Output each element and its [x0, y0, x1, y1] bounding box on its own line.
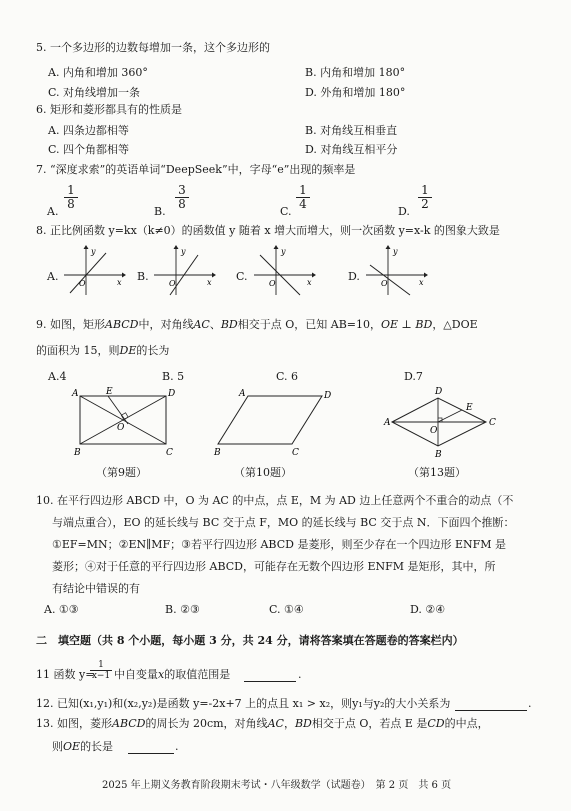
point-label-e: E — [106, 387, 113, 397]
q13-line2 — [52, 740, 113, 754]
axis-x-label: x — [307, 278, 312, 287]
axis-x-label: x — [419, 278, 424, 287]
q11-text — [114, 668, 230, 682]
point-label-c: C — [489, 418, 496, 428]
figure-13-rhombus — [378, 384, 504, 460]
q9-ac: AC — [193, 318, 210, 331]
q9-text: 的长为 — [136, 344, 170, 357]
q13-sep: ， — [283, 717, 295, 730]
fraction-denominator: 2 — [421, 197, 429, 211]
point-label-a: A — [239, 389, 246, 399]
q5-option-d: D. 外角和增加 180° — [305, 86, 406, 99]
q9-line1 — [36, 318, 478, 332]
axis-x-label: x — [117, 278, 122, 287]
q8-option-d-label: D. — [348, 270, 360, 283]
q10-option-c: C. ①④ — [269, 603, 304, 616]
q9-line2 — [36, 344, 169, 358]
q11-mid: 中自变量 — [114, 668, 158, 681]
q13-text: 的中点， — [444, 717, 489, 730]
q12-text: 12. 已知(x₁,y₁)和(x₂,y₂)是函数 y=-2x+7 上的点且 x₁ > x₂，则y₁与y₂的大小关系为 — [36, 697, 451, 710]
q9-text: ，△DOE — [432, 318, 478, 331]
fraction-denominator: 8 — [178, 197, 186, 211]
q5-stem: 5. 一个多边形的边数每增加一条，这个多边形的 — [36, 41, 270, 54]
fraction-numerator: 1 — [296, 184, 310, 198]
q7-option-b-fraction — [175, 184, 189, 211]
point-label-d: D — [435, 387, 443, 397]
q13-cd: CD — [427, 717, 445, 730]
q12-answer-blank — [455, 710, 527, 711]
figure-9-rectangle — [70, 386, 180, 458]
point-label-a: A — [384, 418, 391, 428]
q13-line1 — [36, 717, 489, 731]
q8-graph-c — [252, 245, 316, 297]
axis-y-label: y — [91, 247, 96, 256]
axis-y-label: y — [393, 247, 398, 256]
q13-text: 13. 如图，菱形 — [36, 717, 112, 730]
q10-line1: 10. 在平行四边形 ABCD 中，O 为 AC 的中点，点 E，M 为 AD 边上任意两个不重合的动点（不 — [36, 494, 514, 507]
point-label-o: O — [117, 423, 125, 433]
q11-post: 的取值范围是 — [164, 668, 231, 681]
origin-label: O — [381, 279, 388, 288]
fraction-denominator: 8 — [67, 197, 75, 211]
q10-line4: 菱形；④对于任意的平行四边形 ABCD，可能存在无数个四边形 ENFM 是矩形，其中，所 — [52, 560, 496, 573]
q11-answer-blank — [244, 681, 296, 682]
fraction-denominator: x−1 — [91, 671, 111, 681]
q9-option-d: D.7 — [404, 370, 423, 383]
q10-option-b: B. ②③ — [165, 603, 200, 616]
q9-text: 中，对角线 — [138, 318, 194, 331]
page-footer: 2025 年上期义务教育阶段期末考试・八年级数学（试题卷） 第 2 页 共 6 页 — [102, 780, 452, 791]
q7-option-a-label: A. — [47, 205, 59, 218]
point-label-b: B — [214, 448, 221, 458]
axis-y-label: y — [181, 247, 186, 256]
q11-variable: x — [158, 668, 165, 681]
q13-bd: BD — [294, 717, 312, 730]
q9-sep: 、 — [209, 318, 221, 331]
q9-option-a: A.4 — [48, 370, 67, 383]
point-label-b: B — [74, 448, 81, 458]
q13-abcd: ABCD — [112, 717, 146, 730]
q8-stem: 8. 正比例函数 y=kx（k≠0）的函数值 y 随着 x 增大而增大，则一次函数 y=x-k 的图象大致是 — [36, 224, 500, 237]
q8-graph-b — [152, 245, 216, 297]
q8-option-c-label: C. — [236, 270, 248, 283]
q13-answer-blank — [128, 753, 174, 754]
q10-line3: ①EF=MN；②EN∥MF；③若平行四边形 ABCD 是菱形，则至少存在一个四边形 ENFM 是 — [52, 538, 506, 551]
figure-9-caption: （第9题） — [96, 466, 147, 479]
q13-oe: OE — [63, 740, 81, 753]
point-label-d: D — [168, 389, 176, 399]
axis-x-label: x — [207, 278, 212, 287]
q7-option-c-fraction — [296, 184, 310, 211]
q8-graph-d — [364, 245, 428, 297]
q13-text: 相交于点 O，若点 E 是 — [311, 717, 428, 730]
q6-stem: 6. 矩形和菱形都具有的性质是 — [36, 103, 182, 116]
q12-period: . — [528, 697, 532, 710]
q7-option-d-fraction — [418, 184, 432, 211]
q8-option-a-label: A. — [47, 270, 59, 283]
q9-oe-perp-bd: OE ⊥ BD — [381, 318, 433, 331]
point-label-c: C — [292, 448, 299, 458]
fraction-numerator: 1 — [418, 184, 432, 198]
q5-option-c: C. 对角线增加一条 — [48, 86, 141, 99]
q5-option-a: A. 内角和增加 360° — [48, 66, 148, 79]
fraction-numerator: 1 — [90, 660, 112, 671]
q9-bd: BD — [220, 318, 238, 331]
fraction-numerator: 1 — [64, 184, 78, 198]
q11-prefix: 11 函数 y= — [36, 668, 95, 681]
fraction-denominator: 4 — [299, 197, 307, 211]
figure-10-caption: （第10题） — [234, 466, 292, 479]
q9-text: 9. 如图，矩形 — [36, 318, 105, 331]
point-label-d: D — [324, 391, 332, 401]
q9-option-c: C. 6 — [276, 370, 299, 383]
q13-text: 的长是 — [80, 740, 114, 753]
fraction-numerator: 3 — [175, 184, 189, 198]
q9-text: 的面积为 15，则 — [36, 344, 120, 357]
point-label-e: E — [466, 403, 473, 413]
axis-y-label: y — [281, 247, 286, 256]
q11-period: . — [298, 668, 302, 681]
q13-text: 则 — [52, 740, 63, 753]
q6-option-a: A. 四条边都相等 — [48, 124, 129, 137]
q9-de: DE — [119, 344, 137, 357]
q13-ac: AC — [267, 717, 284, 730]
point-label-o: O — [430, 426, 438, 436]
q7-stem: 7. “深度求索”的英语单词“DeepSeek”中，字母“e”出现的频率是 — [36, 163, 356, 176]
q13-text: 的周长为 20cm，对角线 — [145, 717, 268, 730]
figure-10-parallelogram — [208, 386, 334, 458]
point-label-a: A — [72, 389, 79, 399]
q9-text: 相交于点 O，已知 AB=10， — [237, 318, 382, 331]
q7-option-c-label: C. — [280, 205, 292, 218]
q7-option-d-label: D. — [398, 205, 410, 218]
q9-option-b: B. 5 — [162, 370, 185, 383]
q13-period: . — [175, 740, 179, 753]
q6-option-c: C. 四个角都相等 — [48, 143, 130, 156]
q8-option-b-label: B. — [137, 270, 149, 283]
point-label-c: C — [166, 448, 173, 458]
q7-option-a-fraction — [64, 184, 78, 211]
q10-line2: 与端点重合），EO 的延长线与 BC 交于点 F，MO 的延长线与 BC 交于点 N．下面四个推断： — [52, 516, 515, 529]
q10-option-a: A. ①③ — [44, 603, 79, 616]
q11-fraction — [90, 660, 112, 681]
q8-graph-a — [62, 245, 126, 297]
section-2-heading: 二 填空题（共 8 个小题，每小题 3 分，共 24 分，请将答案填在答题卷的答案栏内） — [36, 634, 464, 647]
origin-label: O — [169, 279, 176, 288]
q6-option-d: D. 对角线互相平分 — [305, 143, 398, 156]
q10-line5: 有结论中错误的有 — [52, 582, 140, 595]
figure-13-caption: （第13题） — [408, 466, 466, 479]
point-label-b: B — [435, 450, 442, 460]
q10-option-d: D. ②④ — [410, 603, 446, 616]
q5-option-b: B. 内角和增加 180° — [305, 66, 406, 79]
q9-abcd: ABCD — [105, 318, 139, 331]
origin-label: O — [79, 279, 86, 288]
q7-option-b-label: B. — [154, 205, 166, 218]
origin-label: O — [269, 279, 276, 288]
q6-option-b: B. 对角线互相垂直 — [305, 124, 398, 137]
